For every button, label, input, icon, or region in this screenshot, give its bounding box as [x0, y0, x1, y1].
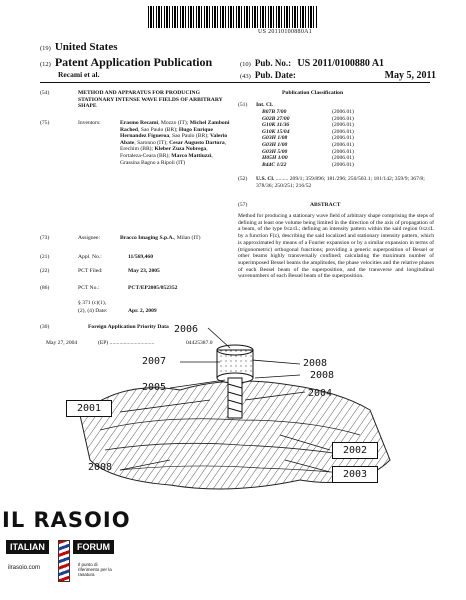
- inventor-residence: , Grassina Bagno a Ripoli (IT): [120, 152, 213, 166]
- inventor-residence: , Saronno (IT);: [134, 139, 168, 146]
- int-class-code: G03H 1/00: [262, 141, 288, 148]
- inventor-short: Recami et al.: [58, 70, 100, 79]
- int-class-row: [262, 142, 382, 149]
- int-class-code: H05H 1/00: [262, 155, 288, 162]
- ref-2008-c: 2008: [88, 462, 113, 473]
- inventors-label: Inventors:: [78, 120, 101, 126]
- int-classes: [262, 109, 382, 168]
- ref-2007: 2007: [142, 356, 167, 367]
- ref-2003: 2003: [332, 466, 378, 483]
- inventor-residence: , Fortaleza-Ceara (BR);: [120, 146, 208, 159]
- int-class-row: [262, 155, 382, 162]
- patent-title: METHOD AND APPARATUS FOR PRODUCING STATIONARY INTENSE WAVE FIELDS OF ARBITRARY SHAPE: [78, 90, 223, 110]
- inventor-name: Marco Mattiuzzi: [171, 152, 212, 159]
- ref-2008-b: 2008: [310, 370, 335, 381]
- int-class-date: (2006.01): [332, 155, 354, 162]
- us-classification: U.S. Cl. ......... 209/1; 359/896; 181/296; 250/503.1; 181/142; 359/9; 367/8; 378/36; 250/251; 216/52: [256, 176, 425, 189]
- int-class-date: (2006.01): [332, 135, 354, 142]
- int-class-code: G03H 1/08: [262, 135, 288, 142]
- inventor-name: Kleber Zuza Nobrega: [154, 146, 207, 153]
- int-class-code: B07B 7/00: [262, 109, 287, 115]
- country-line: (19) United States: [40, 41, 118, 53]
- pub-date: May 5, 2011: [384, 70, 436, 81]
- int-class-row: [262, 122, 382, 129]
- patent-figure: [60, 320, 410, 500]
- barcode-number: US 20110100880A1: [258, 29, 313, 35]
- int-class-date: (2006.01): [332, 161, 354, 168]
- int-class-date: (2006.01): [332, 128, 354, 135]
- int-class-code: G10K 11/36: [262, 122, 290, 129]
- publication-classification: Publication Classification: [282, 90, 344, 96]
- int-class-date: (2006.01): [332, 122, 354, 129]
- ref-2004: 2004: [308, 388, 333, 399]
- watermark-forum: FORUM: [73, 540, 114, 554]
- int-class-row: [262, 116, 382, 123]
- ref-2002: 2002: [332, 442, 378, 459]
- inventor-name: Hugo Enrique Hernandez Figueroa: [120, 126, 213, 140]
- int-class-date: (2006.01): [332, 109, 354, 115]
- abstract-heading: ABSTRACT: [310, 202, 341, 208]
- inventor-name: Cesar Augusto Dartora: [169, 139, 225, 146]
- application-number: 11/569,460: [128, 254, 154, 260]
- inventor-residence: , Sao Paulo (BR);: [138, 126, 178, 133]
- barber-pole-icon: [58, 540, 70, 582]
- pub-date-line: (43) Pub. Date: May 5, 2011: [240, 70, 436, 81]
- publication-kind: Patent Application Publication: [54, 55, 213, 69]
- int-class-code: G03H 5/00: [262, 148, 288, 155]
- int-class-code: G10K 15/04: [262, 128, 290, 135]
- ref-2001: 2001: [66, 400, 112, 417]
- foreign-priority-label: Foreign Application Priority Data: [88, 324, 169, 330]
- foreign-date: May 27, 2004: [46, 340, 78, 346]
- int-class-code: G02B 27/00: [262, 115, 290, 122]
- watermark-italian: ITALIAN: [6, 540, 49, 554]
- watermark-tagline: Il punto di riferimento per la rasatura: [78, 562, 112, 577]
- inventor-residence: , Mozzo (IT);: [158, 120, 189, 126]
- inventor-name: Erasmo Recami: [120, 120, 159, 126]
- barcode: [148, 6, 318, 28]
- ref-2005: 2005: [142, 382, 167, 393]
- int-class-date: (2006.01): [332, 148, 354, 155]
- pct-filed-date: May 23, 2005: [128, 268, 160, 274]
- int-class-code: B44C 1/22: [262, 161, 287, 168]
- pct-number: PCT/EP2005/052352: [128, 285, 178, 291]
- inventors-list: [120, 120, 230, 166]
- s371-date: Apr. 2, 2009: [128, 308, 157, 314]
- country: United States: [54, 41, 118, 53]
- inventor-name: Valerio Abate: [120, 133, 228, 146]
- pub-number-line: (10) Pub. No.: US 2011/0100880 A1: [240, 58, 385, 69]
- int-class-row: [262, 109, 382, 116]
- int-class-row: [262, 162, 382, 169]
- kind-line: (12) Patent Application Publication: [40, 55, 213, 69]
- abstract-text: Method for producing a stationary wave field of arbitrary shape comprising the steps of defining at least one volume being limited in the direction of the axis of propagation of a beam, of the type 0≤z≤L; defining an intensity pattern within the said region 0≤z≤L by a function F(z), describing the said localized and stationary intensity pattern, which is approximated by means of a Fourier expansion or by a similar expansion in terms of (trigonometric) orthogonal functions; providing a generic superposition of Bessel or other beams highly transversally confined; calculating the maximum number of superimposed Bessel beams the amplitudes, the phase velocities and the relative phases of each Bessel beam of the superposition, and the transverse and longitudinal wavenumbers of each Bessel beam of the superposition.: [238, 213, 434, 280]
- foreign-number: 04425387.0: [186, 340, 213, 346]
- int-class-row: [262, 135, 382, 142]
- header-rule: [40, 82, 430, 83]
- int-class-row: [262, 149, 382, 156]
- int-class-date: (2006.01): [332, 115, 354, 122]
- inventor-residence: , Sao Paulo (BR);: [169, 133, 209, 140]
- inventor-residence: , Erechim (BR);: [120, 139, 227, 153]
- inventor-name: Michel Zamboni Rached: [120, 120, 230, 133]
- pub-number: US 2011/0100880 A1: [297, 58, 385, 69]
- ref-2008-a: 2008: [303, 358, 328, 369]
- ref-2006: 2006: [174, 324, 199, 335]
- watermark-site: ilrasoio.com: [8, 565, 41, 571]
- assignee: Bracco Imaging S.p.A., Milan (IT): [120, 235, 201, 241]
- int-class-date: (2006.01): [332, 141, 354, 148]
- int-class-row: [262, 129, 382, 136]
- watermark-brand: IL RASOIO: [2, 508, 131, 532]
